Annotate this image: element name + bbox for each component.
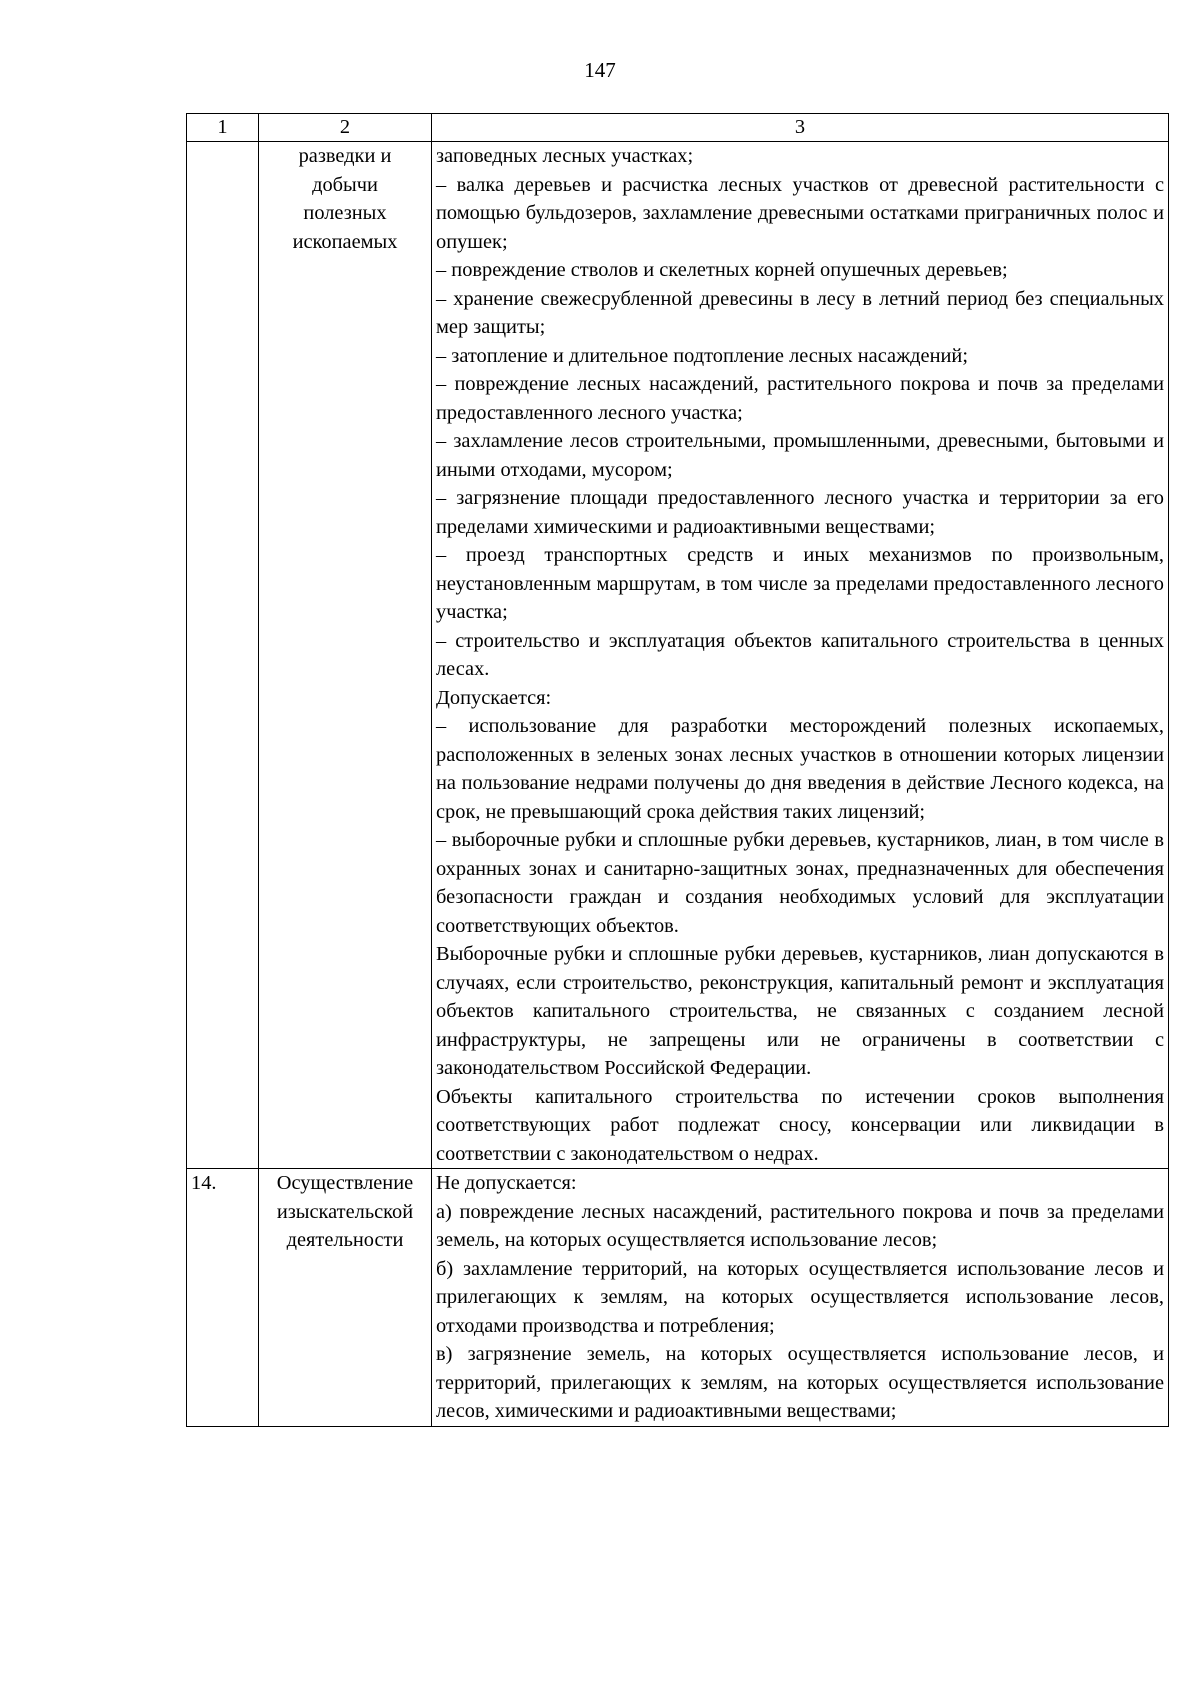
activity-name-line: Осуществление	[276, 1172, 414, 1194]
activity-name-cell	[259, 142, 432, 1169]
page-number: 147	[584, 58, 616, 82]
requirement-paragraph: Объекты капитального строительства по истечении сроков выполнения соответствующих работ подлежат сносу, консервации или ликвидации в соответствии с законодательством о недрах.	[436, 1085, 1164, 1165]
row-number-cell	[187, 142, 259, 1169]
activity-name-line: деятельности	[286, 1229, 404, 1251]
requirement-paragraph: – загрязнение площади предоставленного лесного участка и территории за его пределами химическими и радиоактивными веществами;	[436, 487, 1164, 538]
requirements-cell	[432, 142, 1169, 1169]
document-table	[186, 113, 1169, 1427]
requirement-paragraph: заповедных лесных участках;	[436, 145, 694, 167]
requirement-paragraph: Допускается:	[436, 686, 552, 709]
requirement-paragraph: в) загрязнение земель, на которых осуществляется использование лесов, и территорий, прилегающих к землям, на которых осуществляется использование лесов, химическими и радиоактивными веществами;	[436, 1343, 1164, 1422]
column-header-3: 3	[432, 114, 1169, 142]
activity-name-line: изыскательской	[276, 1200, 414, 1223]
activity-name-cell	[259, 1169, 432, 1427]
requirement-paragraph: – проезд транспортных средств и иных механизмов по произвольным, неустановленным маршрутам, в том числе за пределами предоставленного лесного участка;	[436, 544, 1164, 623]
requirement-paragraph: а) повреждение лесных насаждений, растительного покрова и почв за пределами земель, на которых осуществляется использование лесов;	[436, 1200, 1164, 1251]
row-number-cell: 14.	[187, 1169, 259, 1427]
requirement-paragraph: Не допускается:	[436, 1172, 577, 1194]
column-header-2: 2	[259, 114, 432, 142]
activity-name-line: ископаемых	[292, 230, 398, 253]
activity-name-line: разведки и	[298, 145, 392, 167]
requirement-paragraph: – строительство и эксплуатация объектов капитального строительства в ценных лесах.	[436, 629, 1164, 680]
column-header-1: 1	[187, 114, 259, 142]
requirement-paragraph: – повреждение лесных насаждений, растительного покрова и почв за пределами предоставленного лесного участка;	[436, 373, 1164, 424]
requirements-cell	[432, 1169, 1169, 1427]
requirement-paragraph: б) захламление территорий, на которых осуществляется использование лесов и прилегающих к землям, на которых осуществляется использование лесов, отходами производства и потребления;	[436, 1257, 1164, 1337]
requirement-paragraph: Выборочные рубки и сплошные рубки деревьев, кустарников, лиан допускаются в случаях, если строительство, реконструкция, капитальный ремонт и эксплуатация объектов капитального строительства, не связанных с созданием лесной инфраструктуры, не запрещены или не ограничены в соответствии с законодательством Российской Федерации.	[436, 943, 1164, 1079]
requirement-paragraph: – захламление лесов строительными, промышленными, древесными, бытовыми и иными отходами, мусором;	[436, 430, 1164, 481]
requirement-paragraph: – повреждение стволов и скелетных корней опушечных деревьев;	[436, 259, 1008, 281]
activity-name-line: добычи	[312, 173, 378, 196]
table-header-row	[187, 114, 1169, 142]
requirement-paragraph: – хранение свежесрубленной древесины в лесу в летний период без специальных мер защиты;	[436, 287, 1164, 338]
requirement-paragraph: – затопление и длительное подтопление лесных насаждений;	[436, 344, 968, 367]
activity-name-line: полезных	[303, 202, 387, 224]
requirement-paragraph: – выборочные рубки и сплошные рубки деревьев, кустарников, лиан, в том числе в охранных зонах и санитарно-защитных зонах, предназначенных для обеспечения безопасности граждан и создания необходимых условий для эксплуатации соответствующих объектов.	[436, 829, 1164, 937]
table-row	[187, 142, 1169, 1169]
requirement-paragraph: – использование для разработки месторождений полезных ископаемых, расположенных в зеленых зонах лесных участков в отношении которых лицензии на пользование недрами получены до дня введения в действие Лесного кодекса, на срок, не превышающий срока действия таких лицензий;	[436, 715, 1164, 823]
table-row	[187, 1169, 1169, 1427]
requirement-paragraph: – валка деревьев и расчистка лесных участков от древесной растительности с помощью бульдозеров, захламление древесными остатками приграничных полос и опушек;	[436, 173, 1164, 253]
